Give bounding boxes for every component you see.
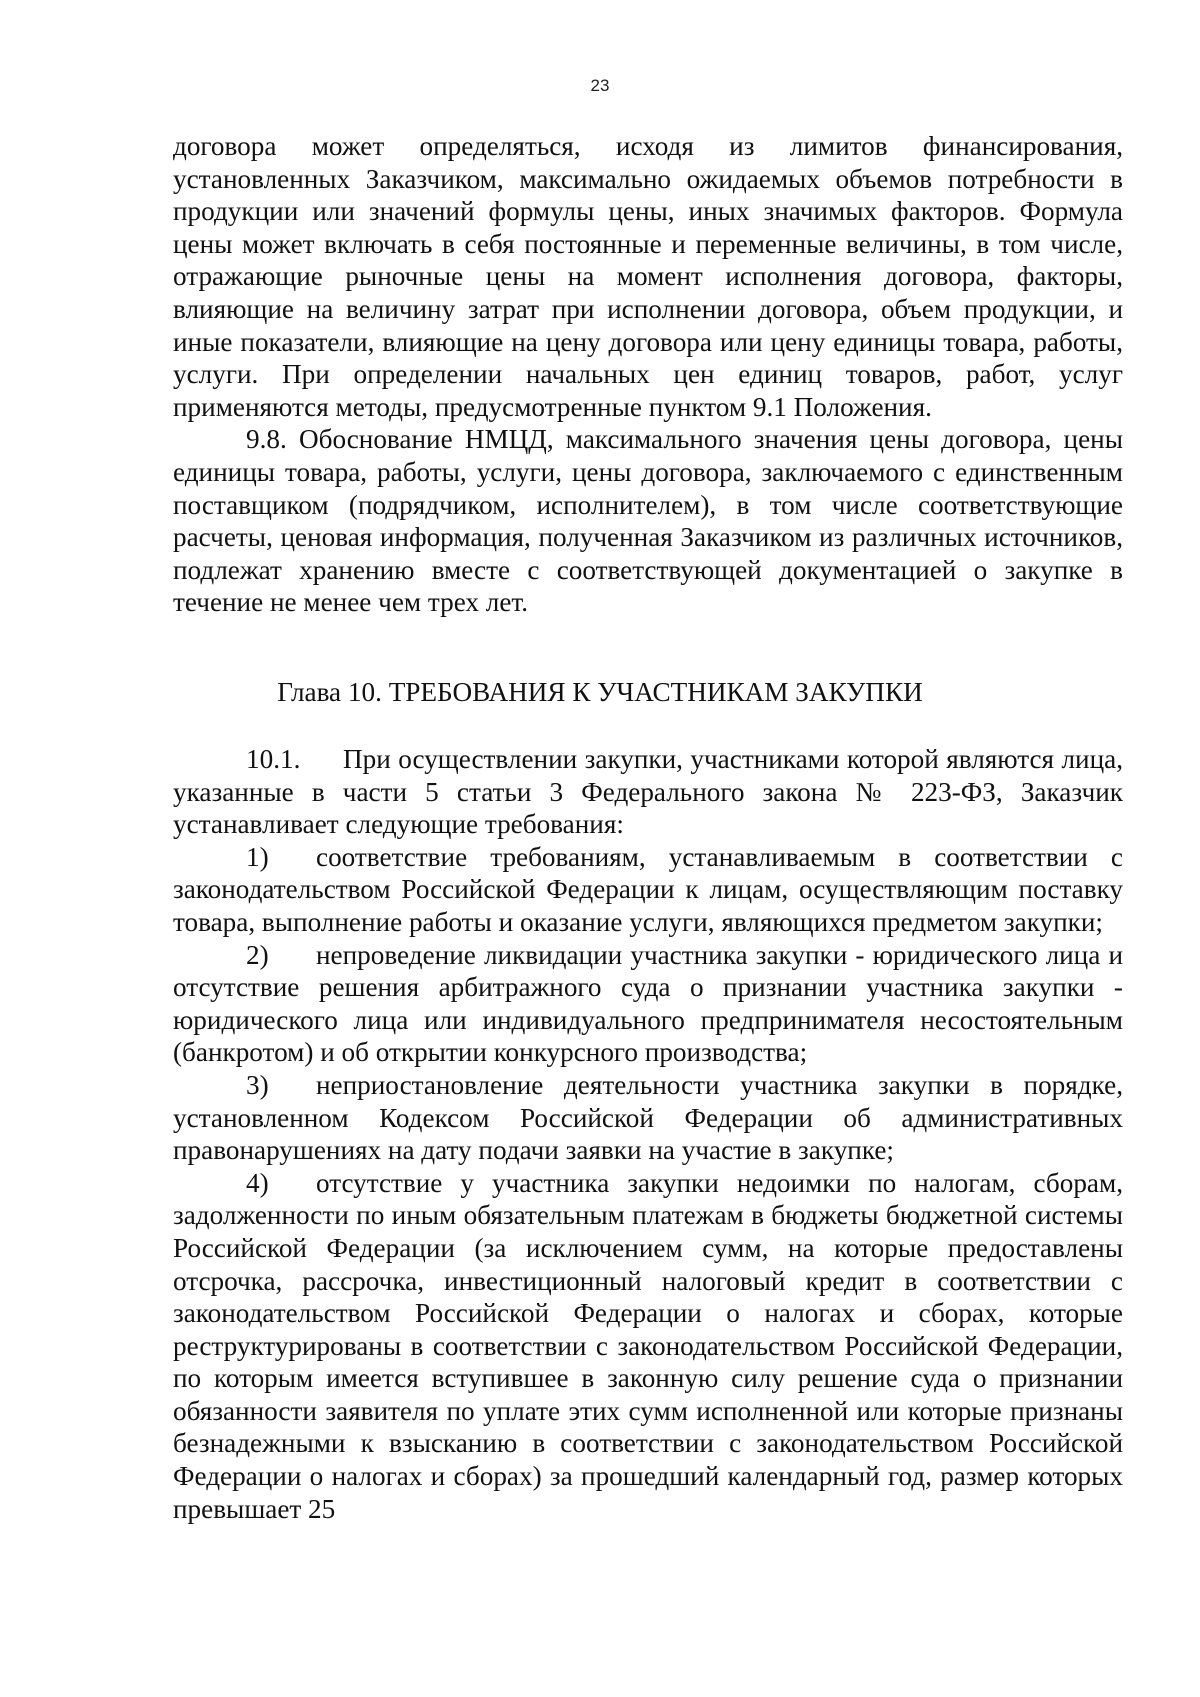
clause-text: При осуществлении закупки, участниками которой являются лица, указанные в части 5 статьи 3 Федерального закона № 223-ФЗ, Заказчик устанавливает следующие требования:	[173, 744, 1123, 840]
requirement-number: 2)	[246, 939, 269, 970]
requirement-item-4	[173, 1167, 1123, 1526]
continuation-paragraph: договора может определяться, исходя из лимитов финансирования, установленных Заказчиком, максимально ожидаемых объемов потребности в продукции или значений формулы цены, иных значимых факторов. Формула цены может включать в себя постоянные и переменные величины, в том числе, отражающие рыночные цены на момент исполнения договора, факторы, влияющие на величину затрат при исполнении договора, объем продукции, и иные показатели, влияющие на цену договора или цену единицы товара, работы, услуги. При определении начальных цен единиц товаров, работ, услуг применяются методы, предусмотренные пунктом 9.1 Положения.	[173, 131, 1123, 422]
requirement-text: непроведение ликвидации участника закупки - юридического лица и отсутствие решения арбитражного суда о признании участника закупки - юридического лица или индивидуального предпринимателя несостоятельным (банкротом) и об открытии конкурсного производства;	[173, 939, 1123, 1068]
requirement-number: 4)	[246, 1167, 269, 1198]
clause-10-1-paragraph	[173, 743, 1123, 841]
requirement-text: отсутствие у участника закупки недоимки по налогам, сборам, задолженности по иным обязательным платежам в бюджеты бюджетной системы Российской Федерации (за исключением сумм, на которые предоставлены отсрочка, рассрочка, инвестиционный налоговый кредит в соответствии с законодательством Российской Федерации о налогах и сборах, которые реструктурированы в соответствии с законодательством Российской Федерации, по которым имеется вступившее в законную силу решение суда о признании обязанности заявителя по уплате этих сумм исполненной или которые признаны безнадежными к взысканию в соответствии с законодательством Российской Федерации о налогах и сборах) за прошедший календарный год, размер которых превышает 25	[173, 1167, 1123, 1524]
requirement-item-1	[173, 841, 1123, 939]
intro-section	[173, 130, 1123, 619]
clause-number: 10.1.	[246, 744, 301, 774]
requirement-item-2	[173, 939, 1123, 1069]
requirement-number: 3)	[246, 1069, 269, 1100]
chapter-heading: Глава 10. ТРЕБОВАНИЯ К УЧАСТНИКАМ ЗАКУПКИ	[277, 677, 923, 707]
page-number: 23	[590, 76, 610, 95]
requirements-section	[173, 743, 1123, 1525]
requirement-number: 1)	[246, 841, 269, 872]
clause-9-8-paragraph: 9.8. Обоснование НМЦД, максимального значения цены договора, цены единицы товара, работы, услуги, цены договора, заключаемого с единственным поставщиком (подрядчиком, исполнителем), в том числе соответствующие расчеты, ценовая информация, полученная Заказчиком из различных источников, подлежат хранению вместе с соответствующей документацией о закупке в течение не менее чем трех лет.	[173, 424, 1123, 618]
requirement-text: неприостановление деятельности участника закупки в порядке, установленном Кодексом Российской Федерации об административных правонарушениях на дату подачи заявки на участие в закупке;	[173, 1069, 1123, 1166]
requirement-text: соответствие требованиям, устанавливаемым в соответствии с законодательством Российской Федерации к лицам, осуществляющим поставку товара, выполнение работы и оказание услуги, являющихся предметом закупки;	[173, 841, 1123, 937]
requirement-item-3	[173, 1069, 1123, 1167]
